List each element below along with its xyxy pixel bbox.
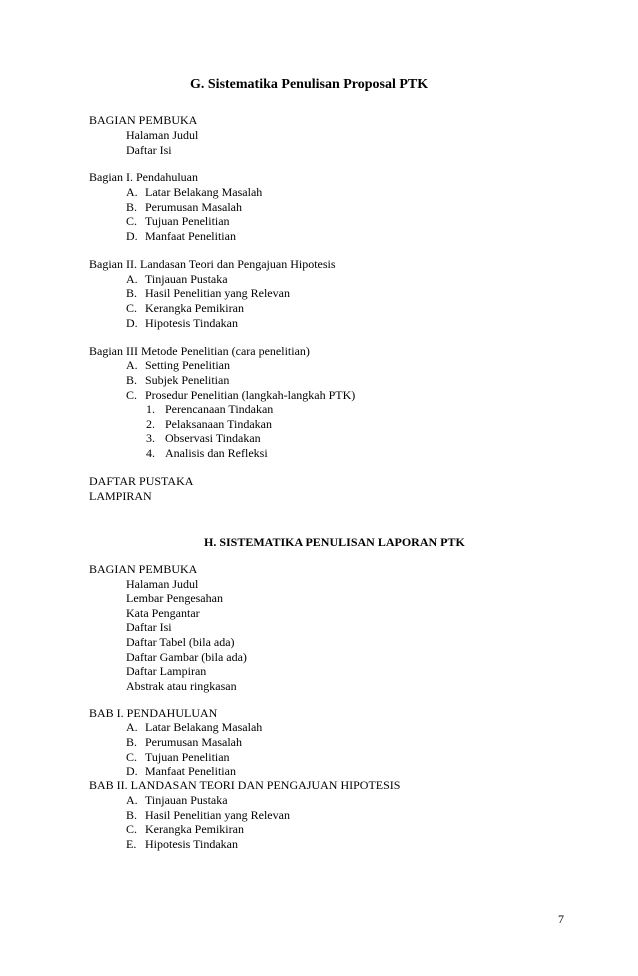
list-marker: D. xyxy=(126,764,138,778)
list-item-text: Subjek Penelitian xyxy=(145,373,230,387)
list-item-text: Latar Belakang Masalah xyxy=(145,720,263,734)
list-marker: 4. xyxy=(146,446,155,460)
list-marker: A. xyxy=(126,272,138,286)
list-item-text: Hasil Penelitian yang Relevan xyxy=(145,808,290,822)
list-item xyxy=(126,214,230,228)
list-item xyxy=(126,764,236,778)
g-pembuka-heading: BAGIAN PEMBUKA xyxy=(89,113,198,127)
sub-list-item xyxy=(146,417,272,431)
list-marker: D. xyxy=(126,316,138,330)
list-marker: 1. xyxy=(146,402,155,416)
list-item xyxy=(126,200,242,214)
h-pembuka-item: Lembar Pengesahan xyxy=(126,591,223,605)
list-item xyxy=(126,808,290,822)
sub-list-item xyxy=(146,446,268,460)
list-item xyxy=(126,793,228,807)
g-bagian1-heading: Bagian I. Pendahuluan xyxy=(89,170,198,184)
list-item-text: Hipotesis Tindakan xyxy=(145,316,239,330)
list-marker: C. xyxy=(126,388,138,402)
list-item xyxy=(126,301,244,315)
list-item-text: Observasi Tindakan xyxy=(165,431,261,445)
list-marker: C. xyxy=(126,822,138,836)
g-lampiran: LAMPIRAN xyxy=(89,489,152,503)
list-item-text: Tinjauan Pustaka xyxy=(145,793,228,807)
list-item-text: Manfaat Penelitian xyxy=(145,229,236,243)
list-item-text: Analisis dan Refleksi xyxy=(165,446,268,460)
list-marker: 2. xyxy=(146,417,155,431)
list-item xyxy=(126,358,230,372)
page-number: 7 xyxy=(558,912,564,926)
list-marker: D. xyxy=(126,229,138,243)
list-item xyxy=(126,750,230,764)
list-marker: A. xyxy=(126,185,138,199)
g-pembuka-item: Daftar Isi xyxy=(126,143,172,157)
list-marker: A. xyxy=(126,793,138,807)
list-item-text: Prosedur Penelitian (langkah-langkah PTK) xyxy=(145,388,356,402)
list-marker: B. xyxy=(126,735,138,749)
list-item xyxy=(126,316,238,330)
g-bagian2-heading: Bagian II. Landasan Teori dan Pengajuan Hipotesis xyxy=(89,257,336,271)
h-pembuka-item: Daftar Gambar (bila ada) xyxy=(126,650,247,664)
h-pembuka-heading: BAGIAN PEMBUKA xyxy=(89,562,198,576)
sub-list-item xyxy=(146,431,261,445)
g-bagian3-heading: Bagian III Metode Penelitian (cara penelitian) xyxy=(89,344,310,358)
list-marker: A. xyxy=(126,358,138,372)
list-item-text: Latar Belakang Masalah xyxy=(145,185,263,199)
list-item-text: Tujuan Penelitian xyxy=(145,214,230,228)
list-marker: B. xyxy=(126,373,138,387)
list-item xyxy=(126,822,244,836)
h-pembuka-item: Daftar Isi xyxy=(126,620,172,634)
list-marker: B. xyxy=(126,286,138,300)
g-pembuka-item: Halaman Judul xyxy=(126,128,199,142)
list-item-text: Setting Penelitian xyxy=(145,358,230,372)
h-pembuka-item: Daftar Tabel (bila ada) xyxy=(126,635,235,649)
list-item xyxy=(126,735,242,749)
list-marker: B. xyxy=(126,200,138,214)
h-pembuka-item: Halaman Judul xyxy=(126,577,199,591)
list-item xyxy=(126,837,238,851)
h-pembuka-item: Daftar Lampiran xyxy=(126,664,207,678)
list-item-text: Hipotesis Tindakan xyxy=(145,837,239,851)
list-item-text: Tujuan Penelitian xyxy=(145,750,230,764)
list-item xyxy=(126,286,290,300)
list-item xyxy=(126,720,262,734)
list-item-text: Kerangka Pemikiran xyxy=(145,822,244,836)
list-item xyxy=(126,388,355,402)
list-item-text: Perencanaan Tindakan xyxy=(165,402,274,416)
list-item-text: Perumusan Masalah xyxy=(145,735,242,749)
list-item-text: Manfaat Penelitian xyxy=(145,764,236,778)
section-g-title: G. Sistematika Penulisan Proposal PTK xyxy=(190,77,429,92)
list-item-text: Perumusan Masalah xyxy=(145,200,242,214)
list-item xyxy=(126,185,262,199)
g-daftar-pustaka: DAFTAR PUSTAKA xyxy=(89,474,194,488)
list-marker: B. xyxy=(126,808,138,822)
h-bab2-heading: BAB II. LANDASAN TEORI DAN PENGAJUAN HIPOTESIS xyxy=(89,778,401,792)
list-item-text: Kerangka Pemikiran xyxy=(145,301,244,315)
list-marker: C. xyxy=(126,301,138,315)
section-h-title: H. SISTEMATIKA PENULISAN LAPORAN PTK xyxy=(204,535,465,549)
h-pembuka-item: Kata Pengantar xyxy=(126,606,200,620)
list-marker: A. xyxy=(126,720,138,734)
list-marker: E. xyxy=(126,837,137,851)
list-marker: C. xyxy=(126,214,138,228)
list-item xyxy=(126,229,236,243)
list-item xyxy=(126,272,228,286)
list-item xyxy=(126,373,229,387)
sub-list-item xyxy=(146,402,273,416)
list-item-text: Tinjauan Pustaka xyxy=(145,272,228,286)
list-marker: 3. xyxy=(146,431,155,445)
list-marker: C. xyxy=(126,750,138,764)
h-bab1-heading: BAB I. PENDAHULUAN xyxy=(89,706,218,720)
list-item-text: Hasil Penelitian yang Relevan xyxy=(145,286,290,300)
h-pembuka-item: Abstrak atau ringkasan xyxy=(126,679,237,693)
list-item-text: Pelaksanaan Tindakan xyxy=(165,417,272,431)
